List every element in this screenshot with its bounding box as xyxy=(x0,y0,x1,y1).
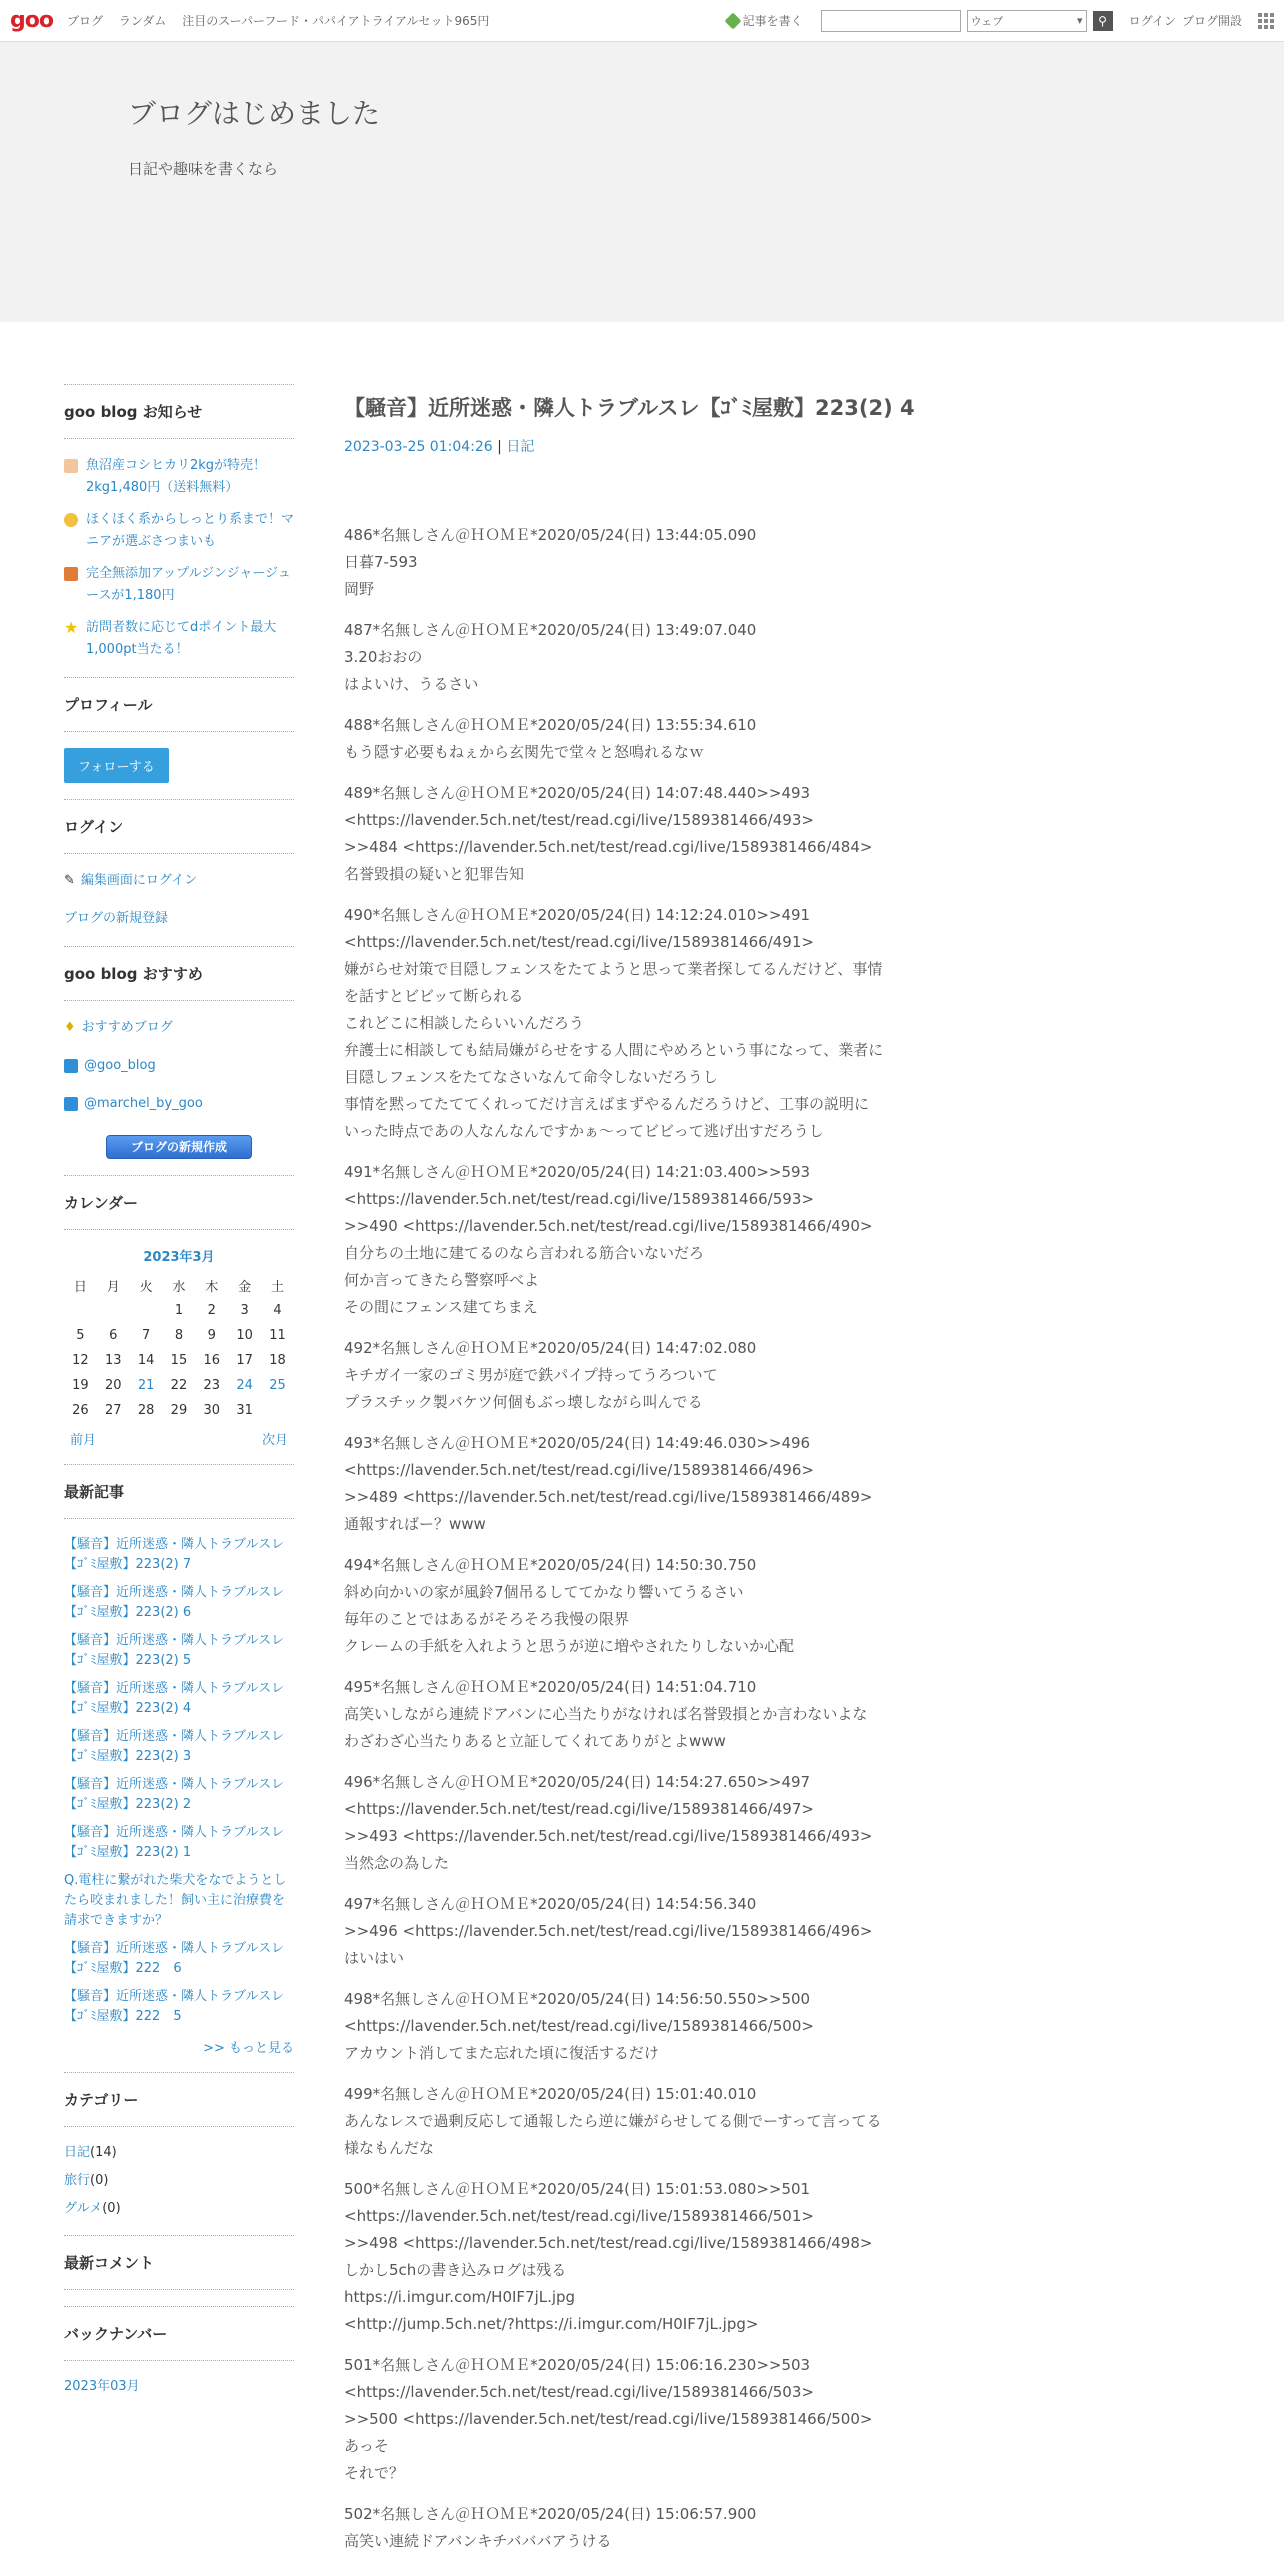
news-link[interactable]: 魚沼産コシヒカリ2kgが特売！2kg1,480円（送料無料） xyxy=(86,458,267,495)
post-line: 488*名無しさん＠ＨＯＭＥ*2020/05/24(日) 13:55:34.610 xyxy=(344,716,757,734)
post-reply xyxy=(344,902,964,1145)
category-link[interactable]: 日記 xyxy=(64,2145,91,2160)
recommend-blog-link[interactable]: おすすめブログ xyxy=(81,1020,173,1035)
post-line: あっそ xyxy=(344,2437,389,2455)
post-line: クレームの手紙を入れようと思うが逆に増やされたりしないか心配 xyxy=(344,1637,795,1655)
calendar-day: 3 xyxy=(240,1303,249,1318)
search-select-value: ウェブ xyxy=(970,14,1004,28)
calendar-day: 17 xyxy=(236,1353,253,1368)
post-line: を話すとビビッて断られる xyxy=(344,987,524,1005)
calendar-day: 23 xyxy=(203,1378,221,1393)
calendar-day: 29 xyxy=(170,1403,188,1418)
list-item xyxy=(64,1987,294,2027)
calendar-day: 19 xyxy=(72,1378,89,1393)
calendar-day: 5 xyxy=(76,1328,85,1343)
recent-post-link[interactable]: 【騒音】近所迷惑・隣人トラブルスレ【ｺﾞﾐ屋敷】222 6 xyxy=(64,1941,285,1976)
weekday: 金 xyxy=(238,1280,252,1295)
weekday: 月 xyxy=(106,1280,120,1295)
post-line: もう隠す必要もねぇから玄関先で堂々と怒鳴れるなｗ xyxy=(344,743,705,761)
blog-description: 日記や趣味を書くなら xyxy=(128,160,279,178)
recent-section xyxy=(64,1464,294,2056)
post-line: 495*名無しさん＠ＨＯＭＥ*2020/05/24(日) 14:51:04.710 xyxy=(344,1678,757,1696)
calendar-day xyxy=(130,1298,163,1323)
calendar-day xyxy=(97,1298,130,1323)
post-line: <https://lavender.5ch.net/test/read.cgi/live/1589381466/496> xyxy=(344,1461,814,1479)
post-line: <https://lavender.5ch.net/test/read.cgi/live/1589381466/503> xyxy=(344,2383,814,2401)
category-item xyxy=(64,2143,294,2163)
news-item[interactable] xyxy=(64,563,294,607)
post-line: >>484 <https://lavender.5ch.net/test/read.cgi/live/1589381466/484> xyxy=(344,838,873,856)
post-line: 494*名無しさん＠ＨＯＭＥ*2020/05/24(日) 14:50:30.750 xyxy=(344,1556,757,1574)
news-link[interactable]: ほくほく系からしっとり系まで！マニアが選ぶさつまいも xyxy=(86,512,295,549)
post-line: 493*名無しさん＠ＨＯＭＥ*2020/05/24(日) 14:49:46.030>>496 xyxy=(344,1434,811,1452)
content-wrap xyxy=(0,384,1284,2568)
calendar-day: 16 xyxy=(203,1353,221,1368)
edit-login-row xyxy=(64,870,294,892)
news-item[interactable] xyxy=(64,617,294,661)
recent-post-link[interactable]: 【騒音】近所迷惑・隣人トラブルスレ【ｺﾞﾐ屋敷】223(2) 3 xyxy=(64,1729,285,1764)
list-item xyxy=(64,1583,294,1623)
calendar-day-link[interactable]: 24 xyxy=(236,1378,253,1393)
post-line: 489*名無しさん＠ＨＯＭＥ*2020/05/24(日) 14:07:48.440>>493 xyxy=(344,784,811,802)
list-item xyxy=(64,1871,294,1931)
login-section xyxy=(64,799,294,930)
write-post-label: 記事を書く xyxy=(742,14,803,28)
post-line: 岡野 xyxy=(344,580,375,598)
calendar-nav xyxy=(64,1423,294,1448)
post-line: 高笑いしながら連続ドアバンに心当たりがなければ名誉毀損とか言わないよな xyxy=(344,1705,868,1723)
list-item xyxy=(64,1631,294,1671)
top-links xyxy=(67,12,501,29)
pencil-icon xyxy=(724,12,741,29)
sidebar xyxy=(64,384,294,2568)
weekday: 火 xyxy=(139,1280,153,1295)
post-reply xyxy=(344,2352,964,2487)
twitter-row xyxy=(64,1093,294,1115)
recent-post-link[interactable]: 【騒音】近所迷惑・隣人トラブルスレ【ｺﾞﾐ屋敷】223(2) 2 xyxy=(64,1777,285,1812)
calendar-day: 30 xyxy=(203,1403,221,1418)
apps-grid-icon[interactable] xyxy=(1258,13,1274,29)
calendar-day: 8 xyxy=(174,1328,184,1343)
top-bar xyxy=(0,0,1284,42)
post-line: その間にフェンス建てちまえ xyxy=(344,1298,538,1316)
prev-month-link[interactable]: 前月 xyxy=(70,1433,97,1448)
search-select[interactable] xyxy=(967,10,1087,32)
post-line: 500*名無しさん＠ＨＯＭＥ*2020/05/24(日) 15:01:53.080>>501 xyxy=(344,2180,811,2198)
create-blog-button[interactable]: ブログの新規作成 xyxy=(106,1135,252,1159)
calendar-day: 10 xyxy=(236,1328,253,1343)
list-item xyxy=(64,1535,294,1575)
twitter-icon xyxy=(64,1097,78,1111)
recent-post-link[interactable]: 【騒音】近所迷惑・隣人トラブルスレ【ｺﾞﾐ屋敷】223(2) 5 xyxy=(64,1633,285,1668)
twitter-marchel-link[interactable]: @marchel_by_goo xyxy=(84,1096,203,1111)
juice-icon xyxy=(64,567,78,581)
calendar-day: 11 xyxy=(269,1328,286,1343)
post-date-link[interactable]: 2023-03-25 01:04:26 xyxy=(344,439,493,455)
post-reply xyxy=(344,1674,964,1755)
calendar-table xyxy=(64,1273,294,1423)
post-line: <https://lavender.5ch.net/test/read.cgi/live/1589381466/493> xyxy=(344,811,814,829)
search-icon: ⚲ xyxy=(1098,13,1107,28)
lightbulb-icon: ♦ xyxy=(64,1020,76,1035)
post-line: はいはい xyxy=(344,1949,405,1967)
main-content xyxy=(344,384,964,2568)
calendar-day: 9 xyxy=(207,1328,216,1343)
calendar-day: 6 xyxy=(109,1328,118,1343)
login-heading: ログイン xyxy=(64,816,294,854)
recent-post-link[interactable]: 【騒音】近所迷惑・隣人トラブルスレ【ｺﾞﾐ屋敷】223(2) 6 xyxy=(64,1585,285,1620)
post-reply xyxy=(344,1891,964,1972)
calendar-heading: カレンダー xyxy=(64,1192,294,1230)
post-line: 自分ちの土地に建てるのなら言われる筋合いないだろ xyxy=(344,1244,705,1262)
post-line: 486*名無しさん＠ＨＯＭＥ*2020/05/24(日) 13:44:05.090 xyxy=(344,526,757,544)
category-link[interactable]: グルメ xyxy=(64,2201,103,2216)
post-reply xyxy=(344,712,964,766)
pen-icon: ✎ xyxy=(64,873,75,888)
profile-heading: プロフィール xyxy=(64,694,294,732)
weekday: 水 xyxy=(172,1280,186,1295)
search-button[interactable] xyxy=(1093,11,1113,31)
post-line: アカウント消してまた忘れた頃に復活するだけ xyxy=(344,2044,659,2062)
post-line: 何か言ってきたら警察呼べよ xyxy=(344,1271,540,1289)
twitter-icon xyxy=(64,1059,78,1073)
backnumber-link[interactable]: 2023年03月 xyxy=(64,2379,140,2394)
news-link[interactable]: 完全無添加アップルジンジャージュースが1,180円 xyxy=(86,566,291,603)
post-line: しかし5chの書き込みログは残る xyxy=(344,2261,567,2279)
post-line: https://i.imgur.com/H0IF7jL.jpg xyxy=(344,2288,576,2306)
blog-header xyxy=(0,42,1284,322)
post-line: 502*名無しさん＠ＨＯＭＥ*2020/05/24(日) 15:06:57.900 xyxy=(344,2505,757,2523)
category-item xyxy=(64,2171,294,2191)
recent-post-link[interactable]: 【騒音】近所迷惑・隣人トラブルスレ【ｺﾞﾐ屋敷】223(2) 7 xyxy=(64,1537,285,1572)
twitter-row xyxy=(64,1055,294,1077)
calendar-day: 12 xyxy=(72,1353,89,1368)
post-line: <https://lavender.5ch.net/test/read.cgi/live/1589381466/593> xyxy=(344,1190,814,1208)
category-item xyxy=(64,2199,294,2219)
recent-heading: 最新記事 xyxy=(64,1481,294,1519)
post-line: >>493 <https://lavender.5ch.net/test/read.cgi/live/1589381466/493> xyxy=(344,1827,873,1845)
post-line: 3.20おおの xyxy=(344,648,423,666)
calendar-day: 14 xyxy=(137,1353,155,1368)
post-reply xyxy=(344,1335,964,1416)
post-line: 491*名無しさん＠ＨＯＭＥ*2020/05/24(日) 14:21:03.400>>593 xyxy=(344,1163,811,1181)
chevron-down-icon: ▾ xyxy=(1077,14,1083,27)
post-line: 497*名無しさん＠ＨＯＭＥ*2020/05/24(日) 14:54:56.340 xyxy=(344,1895,757,1913)
post-title[interactable]: 【騒音】近所迷惑・隣人トラブルスレ【ｺﾞﾐ屋敷】223(2) 4 xyxy=(344,396,915,420)
post-line: 496*名無しさん＠ＨＯＭＥ*2020/05/24(日) 14:54:27.650>>497 xyxy=(344,1773,811,1791)
post-line: 492*名無しさん＠ＨＯＭＥ*2020/05/24(日) 14:47:02.080 xyxy=(344,1339,757,1357)
post-line: >>496 <https://lavender.5ch.net/test/read.cgi/live/1589381466/496> xyxy=(344,1922,873,1940)
top-link-promo[interactable]: 注目のスーパーフード・パパイアトライアルセット965円 xyxy=(182,14,490,28)
post-line: はよいけ、うるさい xyxy=(344,675,479,693)
post-line: 弁護士に相談しても結局嫌がらせをする人間にやめろという事になって、業者に xyxy=(344,1041,884,1059)
calendar-day: 18 xyxy=(269,1353,286,1368)
post-line: 501*名無しさん＠ＨＯＭＥ*2020/05/24(日) 15:06:16.230>>503 xyxy=(344,2356,811,2374)
post-reply xyxy=(344,2081,964,2162)
news-item[interactable] xyxy=(64,509,294,553)
post-line: 事情を黙ってたててくれってだけ言えばまずやるんだろうけど、工事の説明に xyxy=(344,1095,870,1113)
post-line: >>498 <https://lavender.5ch.net/test/read.cgi/live/1589381466/498> xyxy=(344,2234,873,2252)
post-reply xyxy=(344,522,964,603)
category-section xyxy=(64,2072,294,2219)
post-line: キチガイ一家のゴミ男が庭で鉄パイプ持ってうろついて xyxy=(344,1366,718,1384)
twitter-goo-blog-link[interactable]: @goo_blog xyxy=(84,1058,156,1073)
post-line: わざわざ心当たりあると立証してくれてありがとよwww xyxy=(344,1732,726,1750)
calendar-day: 4 xyxy=(273,1303,282,1318)
weekday: 日 xyxy=(73,1280,87,1295)
category-heading: カテゴリー xyxy=(64,2089,294,2127)
recent-list xyxy=(64,1535,294,2027)
recent-post-link[interactable]: Q.電柱に繋がれた柴犬をなでようとしたら咬まれました！飼い主に治療費を請求できますか？ xyxy=(64,1873,287,1928)
post-line: いった時点であの人なんなんですかぁ～ってビビって逃げ出すだろうし xyxy=(344,1122,824,1140)
post-line: <https://lavender.5ch.net/test/read.cgi/live/1589381466/497> xyxy=(344,1800,814,1818)
news-link[interactable]: 訪問者数に応じてdポイント最大1,000pt当たる！ xyxy=(86,620,277,657)
post-line: 498*名無しさん＠ＨＯＭＥ*2020/05/24(日) 14:56:50.550>>500 xyxy=(344,1990,811,2008)
weekday: 木 xyxy=(205,1280,219,1295)
post-reply xyxy=(344,1986,964,2067)
calendar-day: 27 xyxy=(104,1403,122,1418)
calendar-day: 2 xyxy=(207,1303,216,1318)
calendar-day: 7 xyxy=(141,1328,151,1343)
post-line: <https://lavender.5ch.net/test/read.cgi/live/1589381466/491> xyxy=(344,933,814,951)
list-item xyxy=(64,1939,294,1979)
calendar-day xyxy=(261,1398,294,1423)
top-link-random[interactable]: ランダム xyxy=(118,14,167,28)
backnumber-item xyxy=(64,2377,294,2397)
calendar-day: 26 xyxy=(72,1403,89,1418)
rice-icon xyxy=(64,459,78,473)
list-item xyxy=(64,1775,294,1815)
calendar-day-link[interactable]: 21 xyxy=(137,1378,155,1393)
see-more-link[interactable]: >> もっと見る xyxy=(203,2041,294,2056)
post-category-link[interactable]: 日記 xyxy=(506,439,535,455)
weekday: 土 xyxy=(271,1280,285,1295)
calendar-day-link[interactable]: 25 xyxy=(269,1378,286,1393)
login-link[interactable]: ログイン xyxy=(1128,14,1176,28)
post-meta xyxy=(344,436,964,456)
post-reply xyxy=(344,2176,964,2338)
news-list xyxy=(64,455,294,661)
profile-section xyxy=(64,677,294,783)
calendar-day: 20 xyxy=(104,1378,122,1393)
edit-login-link[interactable]: 編集画面にログイン xyxy=(80,873,198,888)
calendar-day: 28 xyxy=(137,1403,155,1418)
post-reply xyxy=(344,2501,964,2555)
post-line: 高笑い連続ドアバンキチバババアうける xyxy=(344,2532,612,2550)
goo-logo[interactable]: goo xyxy=(10,8,53,33)
list-item xyxy=(64,1727,294,1767)
follow-button[interactable]: フォローする xyxy=(64,748,169,783)
search-input[interactable] xyxy=(821,10,961,32)
recommend-heading: goo blog おすすめ xyxy=(64,963,294,1001)
news-section xyxy=(64,384,294,661)
calendar-day: 15 xyxy=(170,1353,188,1368)
calendar-day: 13 xyxy=(104,1353,122,1368)
post-line: それで？ xyxy=(344,2464,405,2482)
post-reply xyxy=(344,780,964,888)
blog-title[interactable]: ブログはじめました xyxy=(128,97,381,130)
post-line: 487*名無しさん＠ＨＯＭＥ*2020/05/24(日) 13:49:07.040 xyxy=(344,621,757,639)
post-line: プラスチック製バケツ何個もぶっ壊しながら叫んでる xyxy=(344,1393,703,1411)
post-line: 斜め向かいの家が風鈴7個吊るしててかなり響いてうるさい xyxy=(344,1583,744,1601)
recommend-section xyxy=(64,946,294,1159)
post-line: 目隠しフェンスをたてなさいなんて命令しないだろうし xyxy=(344,1068,718,1086)
top-right xyxy=(727,10,1274,32)
post-line: 通報すればー？www xyxy=(344,1515,486,1533)
post-line: 名誉毀損の疑いと犯罪告知 xyxy=(344,865,525,883)
post-line: 嫌がらせ対策で目隠しフェンスをたてようと思って業者探してるんだけど、事情 xyxy=(344,960,883,978)
calendar-month[interactable]: 2023年3月 xyxy=(143,1250,215,1265)
star-icon: ★ xyxy=(64,618,79,637)
post-line: これどこに相談したらいいんだろう xyxy=(344,1014,585,1032)
post-line: 毎年のことではあるがそろそろ我慢の限界 xyxy=(344,1610,630,1628)
list-item xyxy=(64,1679,294,1719)
calendar-day: 1 xyxy=(174,1303,184,1318)
post-line: <http://jump.5ch.net/?https://i.imgur.com/H0IF7jL.jpg> xyxy=(344,2315,759,2333)
backnumber-section xyxy=(64,2306,294,2397)
post-line: 様なもんだな xyxy=(344,2139,435,2157)
category-count: (0) xyxy=(90,2173,109,2188)
post-reply xyxy=(344,1430,964,1538)
calendar-day xyxy=(64,1298,97,1323)
post-line: >>490 <https://lavender.5ch.net/test/read.cgi/live/1589381466/490> xyxy=(344,1217,873,1235)
comments-heading: 最新コメント xyxy=(64,2252,294,2290)
post-reply xyxy=(344,617,964,698)
open-blog-link[interactable]: ブログ開設 xyxy=(1181,14,1242,28)
post-line: <https://lavender.5ch.net/test/read.cgi/live/1589381466/501> xyxy=(344,2207,814,2225)
calendar-day: 31 xyxy=(236,1403,253,1418)
comments-section xyxy=(64,2235,294,2290)
recent-post-link[interactable]: 【騒音】近所迷惑・隣人トラブルスレ【ｺﾞﾐ屋敷】222 5 xyxy=(64,1989,285,2024)
category-link[interactable]: 旅行 xyxy=(64,2173,91,2188)
category-count: (14) xyxy=(90,2145,117,2160)
sweet-potato-icon xyxy=(64,513,78,527)
new-register-row xyxy=(64,908,294,930)
post-body xyxy=(344,522,964,2555)
recent-post-link[interactable]: 【騒音】近所迷惑・隣人トラブルスレ【ｺﾞﾐ屋敷】223(2) 1 xyxy=(64,1825,285,1860)
calendar-day: 22 xyxy=(170,1378,188,1393)
meta-separator: | xyxy=(492,439,507,455)
post-line: <https://lavender.5ch.net/test/read.cgi/live/1589381466/500> xyxy=(344,2017,814,2035)
news-item[interactable] xyxy=(64,455,294,499)
next-month-link[interactable]: 次月 xyxy=(261,1433,288,1448)
post-reply xyxy=(344,1552,964,1660)
post-line: 当然念の為した xyxy=(344,1854,450,1872)
write-post-link[interactable] xyxy=(727,12,803,29)
post-line: 499*名無しさん＠ＨＯＭＥ*2020/05/24(日) 15:01:40.010 xyxy=(344,2085,757,2103)
post-reply xyxy=(344,1159,964,1321)
calendar xyxy=(64,1246,294,1448)
post-reply xyxy=(344,1769,964,1877)
post-line: >>500 <https://lavender.5ch.net/test/read.cgi/live/1589381466/500> xyxy=(344,2410,873,2428)
backnumber-heading: バックナンバー xyxy=(64,2323,294,2361)
post-line: あんなレスで過剰反応して通報したら逆に嫌がらせしてる側でーすって言ってる xyxy=(344,2112,882,2130)
news-heading: goo blog お知らせ xyxy=(64,401,294,439)
top-link-blog[interactable]: ブログ xyxy=(66,14,103,28)
post-line: 490*名無しさん＠ＨＯＭＥ*2020/05/24(日) 14:12:24.010>>491 xyxy=(344,906,811,924)
new-register-link[interactable]: ブログの新規登録 xyxy=(64,911,169,926)
category-count: (0) xyxy=(102,2201,121,2216)
list-item xyxy=(64,1823,294,1863)
recommend-blog-row xyxy=(64,1017,294,1039)
calendar-section xyxy=(64,1175,294,1448)
recent-post-link[interactable]: 【騒音】近所迷惑・隣人トラブルスレ【ｺﾞﾐ屋敷】223(2) 4 xyxy=(64,1681,285,1716)
post-line: >>489 <https://lavender.5ch.net/test/read.cgi/live/1589381466/489> xyxy=(344,1488,873,1506)
more-link-row xyxy=(64,2037,294,2056)
post-line: 日暮7-593 xyxy=(344,553,418,571)
